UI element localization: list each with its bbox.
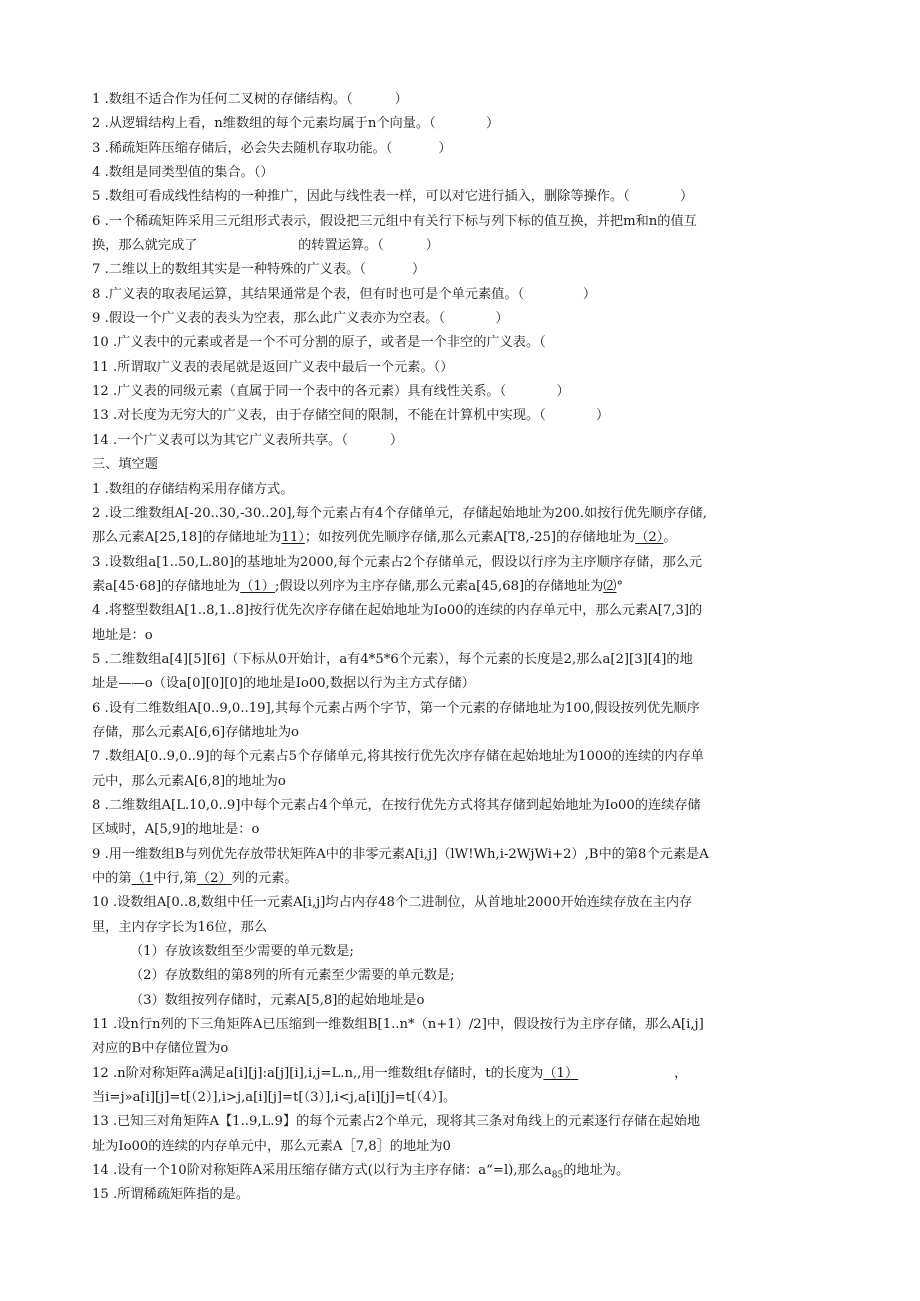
text-line: 2 .设二维数组A[-20..30,-30..20],每个元素占有4个存储单元，存储起始地址为200.如按行优先顺序存储, (92, 505, 707, 521)
fill-blank: （1 (131, 871, 154, 886)
line-text: ;假设以列序为主序存储,那么元素a[45,68]的存储地址为 (274, 578, 604, 594)
text-line: 2 .从逻辑结构上看，n维数组的每个元素均属于n个向量。（ ） (92, 116, 500, 132)
line-text: 中行,第 (153, 871, 197, 886)
text-line: 5 .二维数组a[4][5][6]（下标从0开始计，a有4*5*6个元素），每个元素的长度是2,那么a[2][3][4]的地 (92, 651, 693, 667)
text-line (92, 1062, 832, 1086)
text-line: 7 .数组A[0..9,0..9]的每个元素占5个存储单元,将其按行优先次序存储在起始地址为1000的连续的内存单 (92, 749, 704, 765)
text-line: 对应的B中存储位置为o (92, 1041, 229, 1057)
section-heading: 三、填空题 (92, 457, 158, 473)
text-line: 15 .所谓稀疏矩阵指的是。 (92, 1187, 250, 1203)
text-line: 地址是：o (92, 627, 153, 643)
text-line: 存储，那么元素A[6,6]存储地址为o (92, 724, 299, 740)
text-line: 12 .广义表的同级元素（直属于同一个表中的各元素）具有线性关系。（ ） (92, 384, 570, 400)
text-line: 10 .广义表中的元素或者是一个不可分割的原子，或者是一个非空的广义表。（ (92, 335, 546, 351)
text-line: 址是——o（设a[0][0][0]的地址是Io00,数据以行为主方式存储） (92, 676, 475, 692)
text-line: 13 .已知三对角矩阵A【1..9,L.9】的每个元素占2个单元，现将其三条对角线上的元素逐行存储在起始地 (92, 1114, 701, 1130)
text-line: 11 .所谓取广义表的表尾就是返回广义表中最后一个元素。（） (92, 359, 454, 375)
text-line: 址为Io00的连续的内存单元中，那么元素A［7,8］的地址为0 (92, 1138, 451, 1154)
fill-blank: 11） (281, 530, 305, 546)
text-line (92, 526, 832, 550)
text-line: 3 .稀疏矩阵压缩存储后，必会失去随机存取功能。（ ） (92, 140, 452, 156)
fill-blank: ⑵ (603, 578, 617, 594)
text-line: 9 .用一维数组B与列优先存放带状矩阵A中的非零元素A[i,j]（lW!Wh,i-2WjWi+2）,B中的第8个元素是A (92, 846, 709, 862)
line-text: 列的元素。 (231, 871, 298, 886)
text-line: 9 .假设一个广义表的表头为空表，那么此广义表亦为空表。（ ） (92, 311, 509, 327)
text-line: 当i=j»a[i][j]=t[（2）],i>j,a[i][j]=t[（3）],i<j,a[i][j]=t[（4）]。 (92, 1090, 457, 1106)
text-line: 4 .将整型数组A[1..8,1..8]按行优先次序存储在起始地址为Io00的连续的内存单元中，那么元素A[7,3]的 (92, 603, 703, 619)
line-text: ， (674, 1065, 688, 1081)
text-line: 里，主内存字长为16位，那么 (92, 919, 268, 935)
text-line: 8 .广义表的取表尾运算，其结果通常是个表，但有时也可是个单元素值。（ ） (92, 286, 597, 302)
line-text: 12 .n阶对称矩阵a满足a[i][j]:a[j][i],i,j=L.n,,用一维数组t存储时，t的长度为 (92, 1065, 544, 1081)
line-text: 的地址为。 (563, 1163, 630, 1179)
text-line: 8 .二维数组A[L.10,0..9]中每个元素占4个单元，在按行优先方式将其存储到起始地址为Io00的连续存储 (92, 797, 701, 813)
text-line: 换，那么就完成了 的转置运算。（ ） (92, 238, 439, 254)
line-text: 中的第 (92, 871, 132, 886)
line-text: 14 .设有一个10阶对称矩阵A采用压缩存储方式(以行为主序存储：a“=l),那么a (92, 1163, 552, 1179)
text-line: 10 .设数组A[0..8,数组中任一元素A[i,j]均占内存48个二进制位，从首地址2000开始连续存放在主内存 (92, 895, 693, 911)
text-line: 6 .一个稀疏矩阵采用三元组形式表示，假设把三元组中有关行下标与列下标的值互换，并把m和n的值互 (92, 213, 697, 229)
text-line: （2）存放数组的第8列的所有元素至少需要的单元数是; (130, 968, 455, 984)
line-text: 。 (663, 530, 677, 546)
line-text: ；如按列优先顺序存储,那么元素A[T8,-25]的存储地址为 (304, 530, 636, 546)
fill-blank: （2） (196, 871, 232, 886)
text-line (92, 1159, 832, 1183)
line-text: ° (616, 578, 624, 594)
text-line: 14 .一个广义表可以为其它广义表所共享。（ ） (92, 432, 404, 448)
subscript: 85 (551, 1170, 564, 1181)
text-line: 区域时，A[5,9]的地址是：o (92, 822, 260, 838)
text-line: 7 .二维以上的数组其实是一种特殊的广义表。（ ） (92, 262, 426, 278)
document-page (92, 88, 832, 1208)
text-line (92, 575, 832, 599)
text-line: 6 .设有二维数组A[0..9,0..19],其每个元素占两个字节，第一个元素的存储地址为100,假设按列优先顺序 (92, 700, 700, 716)
text-line: 3 .设数组a[1..50,L.80]的基地址为2000,每个元素占2个存储单元，假设以行序为主序顺序存储，那么元 (92, 554, 703, 570)
text-line: 1 .数组不适合作为任何二叉树的存储结构。（ ） (92, 92, 408, 107)
text-line: （3）数组按列存储时，元素A[5,8]的起始地址是o (130, 992, 425, 1008)
line-text: 那么元素A[25,18]的存储地址为 (92, 530, 282, 546)
text-line: 4 .数组是同类型值的集合。（） (92, 165, 274, 181)
text-line: 13 .对长度为无穷大的广义表，由于存储空间的限制，不能在计算机中实现。（ ） (92, 408, 610, 424)
fill-blank: （1） (543, 1065, 579, 1081)
text-line: （1）存放该数组至少需要的单元数是; (130, 944, 354, 960)
fill-blank: （2） (635, 530, 664, 546)
text-line (92, 867, 832, 891)
text-line: 11 .设n行n列的下三角矩阵A已压缩到一维数组B[1..n*（n+1）/2]中，假设按行为主序存储，那么A[i,j] (92, 1017, 704, 1033)
text-line: 元中，那么元素A[6,8]的地址为o (92, 773, 286, 789)
fill-blank: （1） (240, 578, 275, 594)
text-line: 1 .数组的存储结构采用存储方式。 (92, 481, 294, 497)
line-text: 素a[45·68]的存储地址为 (92, 578, 241, 594)
text-line: 5 .数组可看成线性结构的一种推广，因此与线性表一样，可以对它进行插入，删除等操作。（ ） (92, 189, 694, 205)
